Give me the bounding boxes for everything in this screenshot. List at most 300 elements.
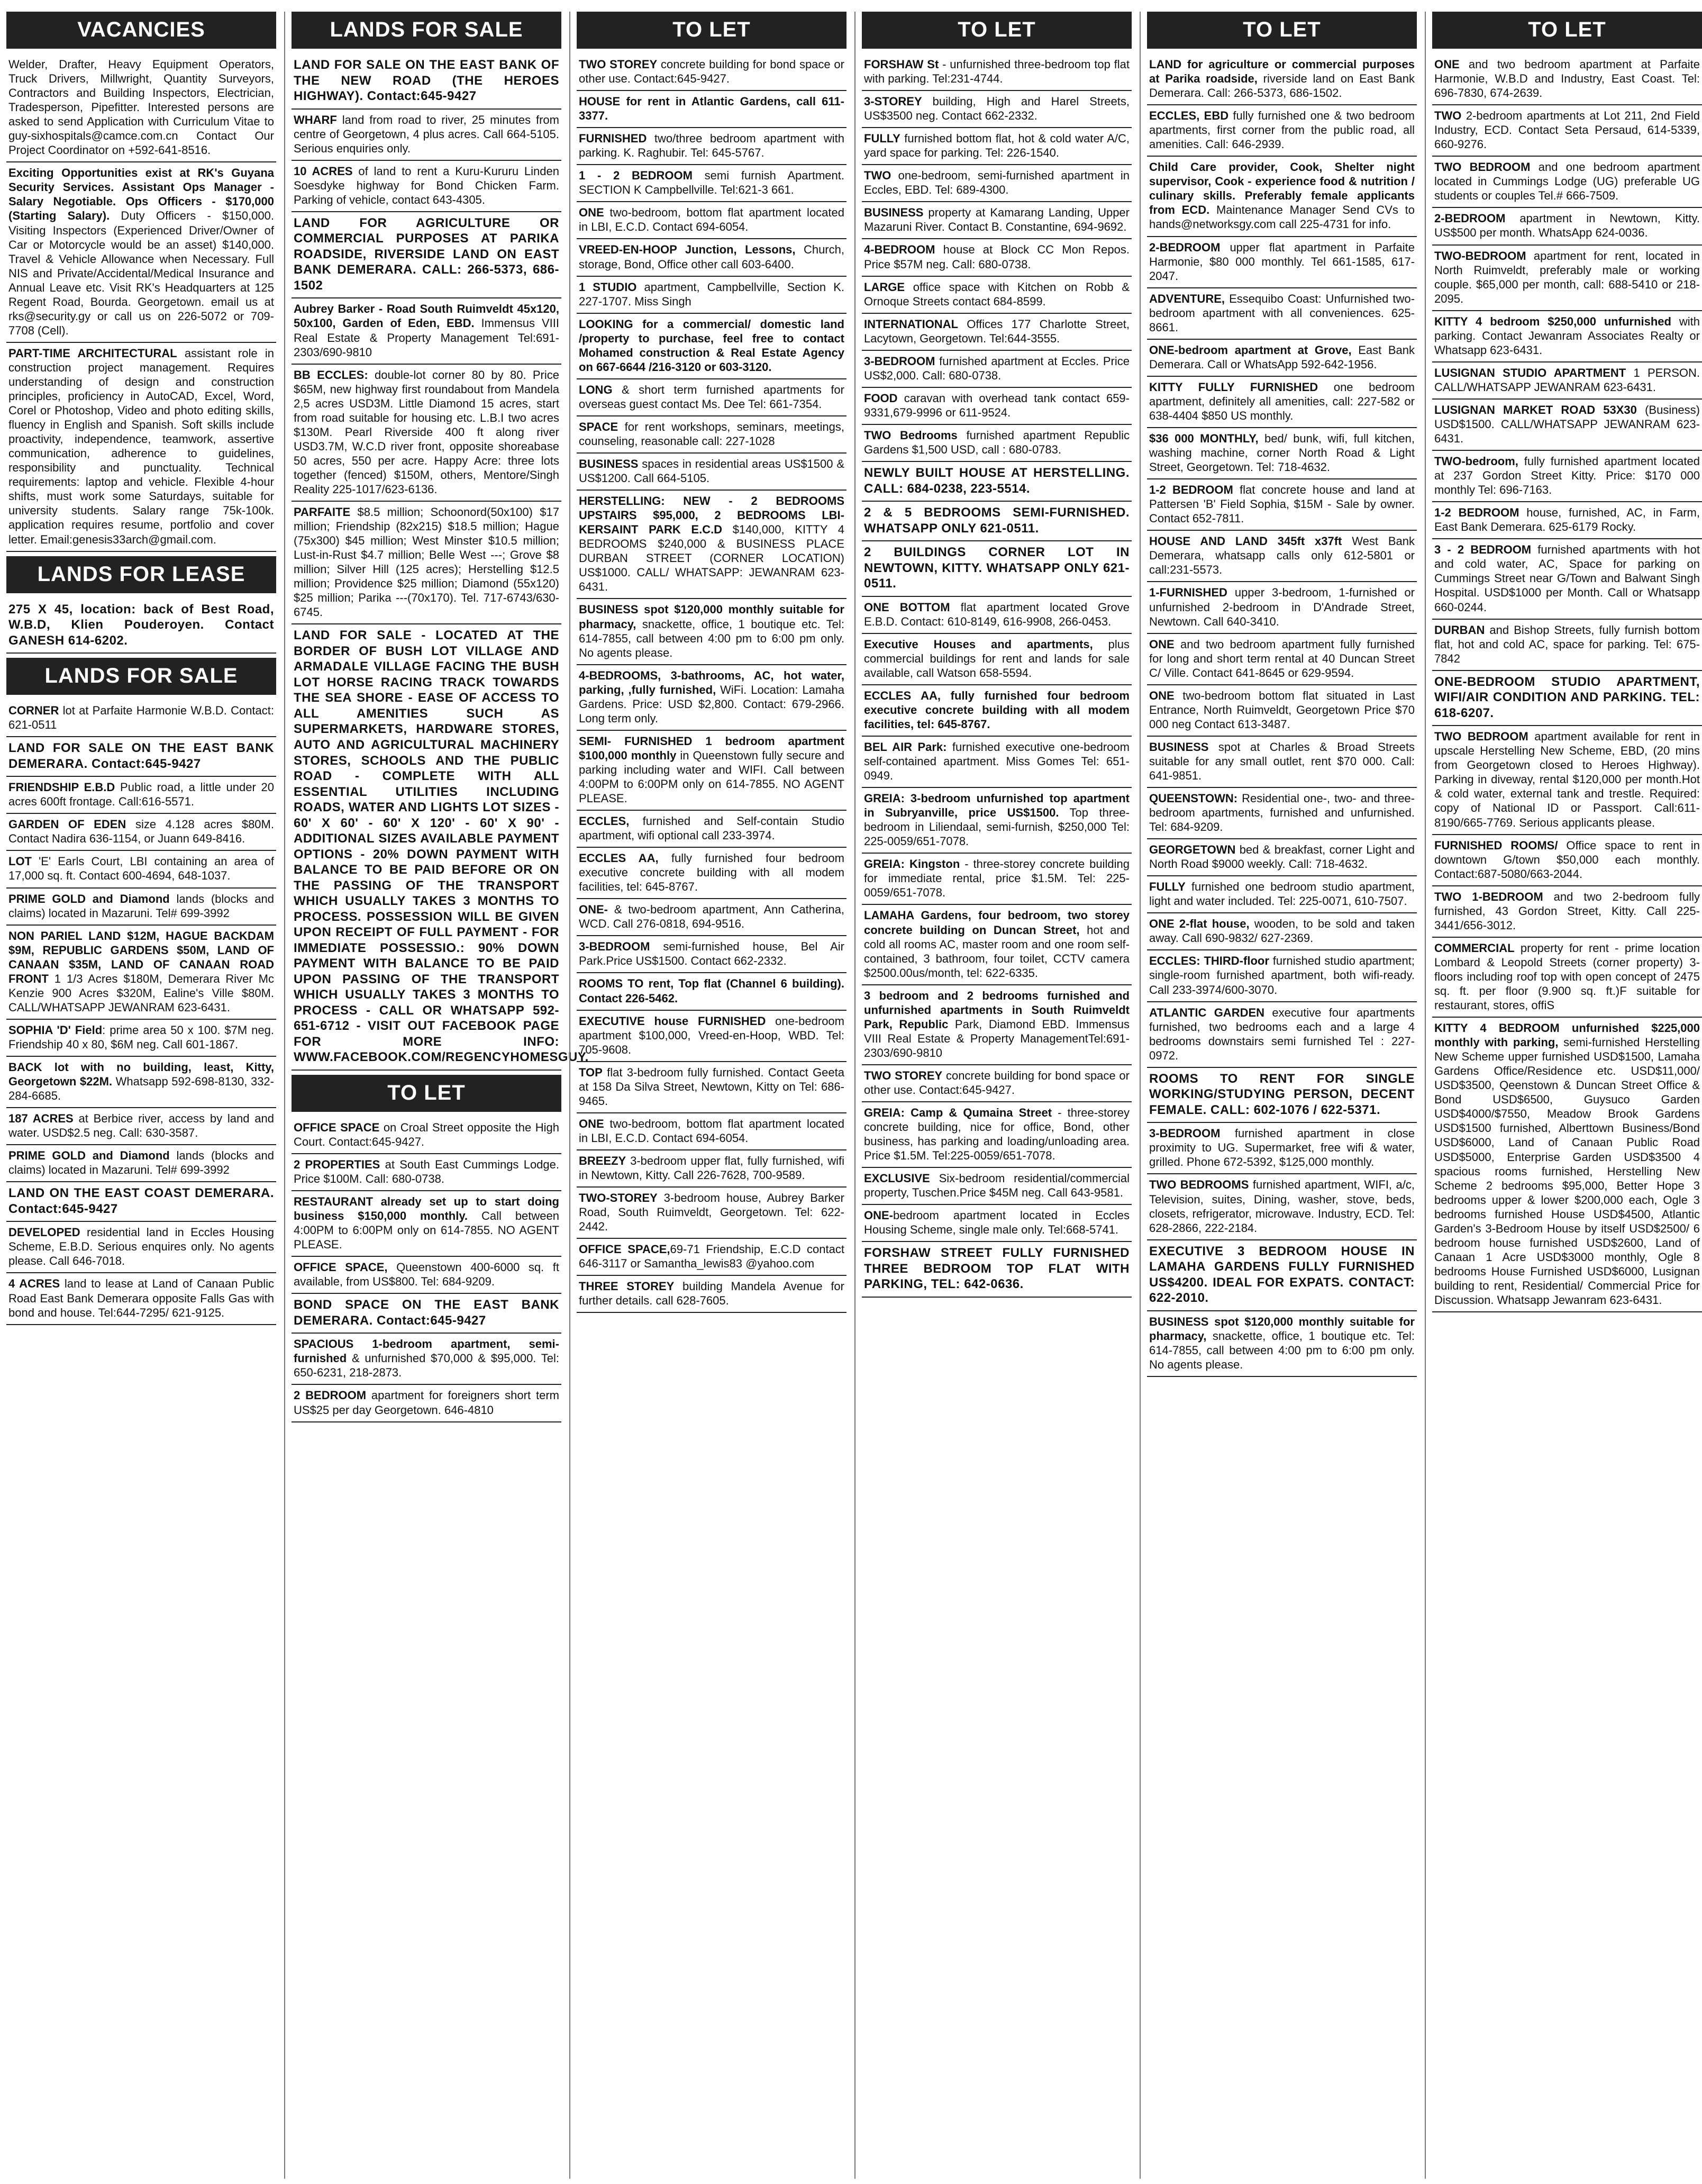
ad-lead: 187 ACRES: [8, 1112, 74, 1126]
ad-lead: BB ECCLES:: [294, 368, 368, 382]
ad-lead: GREIA: 3-bedroom unfurnished top apartment in Subryanville, price US$1500.: [864, 792, 1130, 820]
classified-ad: [862, 685, 1132, 737]
section-heading-lands-for-sale: LANDS FOR SALE: [6, 658, 276, 695]
ad-body: assistant role in construction project management. Requires understanding of design and construction principles, proficiency in AutoCAD, Excel, Word, Corel or Photoshop, Video and photo editing skills, fluency in English and Spanish. Soft skills include proactivity, independence, teamwork, assertive communication, adherence to guidelines, responsibility and punctuality. Technical requirements: laptop and vehicle. Flexible 4-hour shifts, must work some Saturdays, suitable for university students. Salary range 75k-100k. application requires resume, portfolio and cover letter. Email:genesis33arch@gmail.com.: [8, 346, 274, 546]
ad-body: : prime area 50 x 100. $7M neg. Friendship 40 x 80, $6M neg. Call 601-1867.: [8, 1023, 274, 1051]
classified-ad: [1147, 788, 1417, 839]
ad-body: Whatsapp 592-698-8130, 332-284-6685.: [8, 1075, 274, 1103]
classified-ad: [6, 1057, 276, 1108]
ad-lead: 2 BEDROOM: [294, 1389, 367, 1402]
classified-ad: [1432, 886, 1702, 938]
ad-lead: DURBAN: [1434, 623, 1485, 637]
ad-body: Six-bedroom residential/commercial property, Tuschen.Price $45M neg. Call 643-9581.: [864, 1172, 1130, 1200]
ad-body: one-bedroom apartment $100,000, Vreed-en-Hoop, WBD. Tel: 705-9608.: [579, 1014, 844, 1056]
ad-body: lands (blocks and claims) located in Mazaruni. Tel# 699-3992: [8, 1149, 274, 1177]
classified-ad: [862, 165, 1132, 202]
ad-lead: BUSINESS: [579, 457, 639, 471]
ad-body: hot and cold all rooms AC, master room and one room self-contained, 3 bathroom, four toilet, CCTV camera $2500.00us/month, tel: 622-6335.: [864, 923, 1130, 980]
ad-body: 1 PERSON. CALL/WHATSAPP JEWANRAM 623-6431.: [1434, 366, 1700, 394]
classified-ad: [292, 1191, 561, 1257]
ad-lead: ONE-: [864, 1209, 893, 1222]
classified-ad: [862, 202, 1132, 239]
ad-lead: ONE: [1434, 58, 1460, 71]
classified-ad: [862, 388, 1132, 425]
ad-lead: LAND for agriculture or commercial purposes at Parika roadside,: [1149, 58, 1415, 86]
classified-ad: [577, 202, 847, 239]
ad-lead: GARDEN OF EDEN: [8, 818, 126, 831]
ad-body: semi-furnished house, Bel Air Park.Price US$1500. Contact 662-2332.: [579, 940, 844, 968]
section-heading-lands-for-sale: LANDS FOR SALE: [292, 12, 561, 49]
ad-body: furnished and Self-contain Studio apartment, wifi optional call 233-3974.: [579, 814, 844, 842]
section-heading-to-let: TO LET: [1147, 12, 1417, 49]
ad-lead: TWO BEDROOMS: [1149, 1178, 1249, 1192]
ad-body: furnished bottom flat, hot & cold water A/C, yard space for parking. Tel: 226-1540.: [864, 132, 1130, 160]
ad-lead: 2 BUILDINGS CORNER LOT IN NEWTOWN, KITTY. WHATSAPP ONLY 621-0511.: [864, 545, 1130, 591]
ad-body: upper flat apartment in Parfaite Harmonie, $80 000 monthly. Tel 661-1585, 617-2047.: [1149, 240, 1415, 283]
ad-lead: 2-BEDROOM: [1149, 240, 1221, 254]
ad-lead: FRIENDSHIP E.B.D: [8, 781, 115, 794]
ad-body: semi-furnished Herstelling New Scheme upper furnished USD$1500, Lamaha Gardens Office/Residence etc. USD$11,000/ USD$3500, Qeenstown & Duncan Street Office & Bond USD$6500, Guysuco Garden USD$4000/$7550, Meadow Brook Gardens USD$1500 furnished, Alberttown Business/Bond USD$6000, Land of Canaan Public Road USD$5000, Enterprise Garden USD$3500 4 spacious rooms furnished, Herstelling New Scheme 2 bedrooms $95,000, Better Hope 3 bedrooms upper & lower $200,000 each, Ogle 3 bedrooms furnished House USD$4500, Atlantic Garden's 3-Bedroom House by itself USD$2500/ 6 bedroom house furnished USD$2600, Land of Canaan 1 Acre USD$3000 monthly, Ogle 8 bedrooms House Furnished USD$6000, Lusignan building to rent, Residential/ Commercial Price for Discussion. Whatsapp Jewanram 623-6431.: [1434, 1036, 1700, 1307]
ad-body: Top three-bedroom in Liliendaal, semi-furnish, $250,000 Tel: 225-0059/651-7078.: [864, 806, 1130, 848]
classified-ad: [862, 128, 1132, 165]
ad-lead: ROOMS TO RENT FOR SINGLE WORKING/STUDYING PERSON, DECENT FEMALE. CALL: 602-1076 / 622-5371.: [1149, 1071, 1415, 1117]
ad-lead: 275 X 45, location: back of Best Road, W.B.D, Klien Pouderoyen. Contact GANESH 614-6202.: [8, 602, 274, 648]
ad-body: Welder, Drafter, Heavy Equipment Operators, Truck Drivers, Millwright, Quantity Surveyors, Contractors and Building Inspectors, Electrician, Tradesperson, Pipefitter. Interested persons are asked to send Application with Curriculum Vitae to guy-sixhospitals@camce.com.cn Contact Our Project Coordinator on +592-641-8516.: [8, 58, 274, 157]
classified-ad: [292, 1385, 561, 1422]
ad-lead: 4-BEDROOMS, 3-bathrooms, AC, hot water, parking, ,fully furnished,: [579, 668, 844, 696]
ad-body: WiFi. Location: Lamaha Gardens. Price: USD $2,800. Contact: 679-2966. Long term only.: [579, 683, 844, 725]
ad-lead: LUSIGNAN MARKET ROAD 53X30: [1434, 403, 1637, 416]
classified-ad: [1432, 620, 1702, 671]
classified-ad: [6, 926, 276, 1020]
classified-ad: [1432, 208, 1702, 245]
ad-lead: FULLY: [864, 132, 900, 146]
ad-body: Residential one-, two- and three-bedroom apartments, furnished and unfurnished. Tel: 684-9209.: [1149, 792, 1415, 834]
ad-body: Public road, a little under 20 acres 600ft frontage. Call:616-5571.: [8, 781, 275, 809]
ad-body: executive four apartments furnished, two bedrooms each and a large 4 bedrooms downstairs semi furnished Tel : 227-0972.: [1149, 1005, 1415, 1062]
ad-lead: LOOKING for a commercial/ domestic land /property to purchase, feel free to contact Mohamed construction & Real Estate Agency on 667-6644 /216-3120 or 603-3120.: [579, 317, 844, 374]
ad-body: $140,000, KITTY 4 BEDROOMS $240,000 & BUSINESS PLACE DURBAN STREET (CORNER LOCATION) US$1000. CALL/ WHATSAPP: JEWANRAM 623-6431.: [579, 523, 844, 594]
ad-lead: SEMI- FURNISHED 1 bedroom apartment $100,000 monthly: [579, 734, 844, 762]
ad-body: Office space to rent in downtown G/town $50,000 each monthly. Contact:687-5080/663-2044.: [1434, 838, 1700, 881]
classified-ad: [292, 365, 561, 502]
ad-lead: ONE 2-flat house,: [1149, 917, 1250, 931]
ad-body: Queenstown 400-6000 sq. ft available, from US$800. Tel: 684-9209.: [294, 1261, 559, 1289]
column-6: [1425, 12, 1702, 2179]
ad-lead: VREED-EN-HOOP Junction, Lessons,: [579, 243, 796, 257]
ad-body: concrete building for bond space or other use. Contact:645-9427.: [579, 58, 844, 86]
ad-body: furnished studio apartment; single-room furnished apartment, both wifi-ready. Call 233-3974/600-3070.: [1149, 954, 1415, 996]
ad-body: and two bedroom apartment fully furnished for long and short term rental at 40 Duncan Street C/ Ville. Contact 641-8645 or 629-9594.: [1149, 637, 1415, 679]
ad-lead: LAND ON THE EAST COAST DEMERARA. Contact:645-9427: [8, 1186, 274, 1216]
classified-ad: [577, 1239, 847, 1276]
ad-body: flat concrete house and land at Pattersen 'B' Field Sophia, $15M - Sale by owner. Contact 652-7811.: [1149, 483, 1415, 525]
ad-body: & unfurnished $70,000 & $95,000. Tel: 650-6231, 218-2873.: [294, 1352, 559, 1380]
classified-ad: [862, 1102, 1132, 1168]
ad-body: for rent workshops, seminars, meetings, counseling, reasonable call: 227-1028: [579, 420, 844, 448]
ad-body: spot at Charles & Broad Streets suitable for any small outlet, rent $70 000. Call: 641-9851.: [1149, 740, 1415, 782]
ad-body: furnished one bedroom studio apartment, light and water included. Tel: 225-0071, 610-7507.: [1149, 880, 1415, 908]
ad-body: two-bedroom, bottom flat apartment located in LBI, E.C.D. Contact 694-6054.: [579, 206, 844, 234]
ad-body: - unfurnished three-bedroom top flat with parking. Tel:231-4744.: [864, 58, 1130, 86]
classified-ad: [1432, 539, 1702, 619]
ad-lead: DEVELOPED: [8, 1226, 80, 1239]
ad-lead: 2 & 5 BEDROOMS SEMI-FURNISHED. WHATSAPP ONLY 621-0511.: [864, 505, 1130, 536]
classified-ad: [1432, 835, 1702, 886]
classified-ad: [1432, 363, 1702, 400]
ad-body: concrete building for bond space or other use. Contact:645-9427.: [864, 1068, 1130, 1096]
classified-ad: [577, 811, 847, 848]
ad-body: Church, storage, Bond, Office other call 603-6400.: [579, 243, 844, 271]
ad-body: fully furnished apartment located at 237 Gordon Street Kitty. Price: $170 000 monthly Tel: 696-7163.: [1434, 455, 1700, 497]
classified-ad: [292, 1334, 561, 1385]
classified-ad: [6, 814, 276, 851]
ad-lead: EXECUTIVE 3 BEDROOM HOUSE IN LAMAHA GARDENS FULLY FURNISHED US$4200. IDEAL FOR EXPATS. CONTACT: 622-2010.: [1149, 1244, 1415, 1306]
ad-lead: HOUSE AND LAND 345ft x37ft: [1149, 534, 1342, 548]
ad-lead: 4-BEDROOM: [864, 243, 935, 257]
ad-lead: ROOMS TO rent, Top flat (Channel 6 building). Contact 226-5462.: [579, 977, 844, 1005]
ad-lead: BOND SPACE ON THE EAST BANK DEMERARA. Contact:645-9427: [294, 1298, 559, 1328]
classified-ad: [577, 416, 847, 454]
ad-lead: OFFICE SPACE,: [579, 1243, 670, 1256]
classified-ad: [577, 1276, 847, 1313]
classified-ad: [862, 462, 1132, 502]
classified-ad: [1147, 1068, 1417, 1123]
ad-body: with parking. Contact Jewanram Associates Realty or Whatsapp 623-6431.: [1434, 314, 1700, 357]
ad-lead: EXECUTIVE house FURNISHED: [579, 1014, 766, 1028]
section-heading-to-let: TO LET: [577, 12, 847, 49]
ad-body: house at Block CC Mon Repos. Price $57M neg. Call: 680-0738.: [864, 243, 1130, 271]
ad-body: double-lot corner 80 by 80. Price $65M, new highway first roundabout from Mandela 2,5 acres USD3M. Little Diamond 15 acres, start from road suitable for housing etc. L.B.I two acres $130M. Pearl Riverside 400 ft along river USD3.7M, W.C.D river front, opposite shoreabase 50 acres, 550 per acre. Happy Acre: three lots together (fenced) $150M, others, Mentore/Singh Reality 225-1017/623-6136.: [294, 368, 560, 496]
ad-body: in Queenstown fully secure and parking including water and WIFI. Call between 4:00PM to 6:00PM only on 614-7855. NO AGENT PLEASE.: [579, 748, 844, 805]
column-1: [6, 12, 276, 2179]
classified-ad: [292, 1294, 561, 1334]
ad-lead: RESTAURANT already set up to start doing business $150,000 monthly.: [294, 1195, 559, 1223]
classified-ad: [577, 599, 847, 665]
ad-lead: ECCLES AA, fully furnished four bedroom executive concrete building with all modem facilities, tel: 645-8767.: [864, 688, 1130, 731]
classified-ad: [6, 777, 276, 814]
classified-ad: [292, 502, 561, 624]
classified-ad: [6, 1020, 276, 1057]
ad-lead: LAND FOR SALE - LOCATED AT THE BORDER OF BUSH LOT VILLAGE AND ARMADALE VILLAGE FACING THE BUSH LOT HORSE RACING TRACK TOWARDS THE SEA SHORE - EASE OF ACCESS TO ALL AMENITIES SUCH AS SUPERMARKETS, HARDWARE STORES, AUTO AND AGRICULTURAL MACHINERY STORES, SCHOOLS AND THE PUBLIC ROAD - COMPLETE WITH ALL ESSENTIAL UTILITIES INCLUDING ROADS, WATER AND LIGHTS LOT SIZES - 60' X 60' - 60' X 120' - 60' X 90' - ADDITIONAL SIZES AVAILABLE PAYMENT OPTIONS - 20% DOWN PAYMENT WITH BALANCE TO BE PAID BEFORE OR ON THE PASSING OF THE TRANSPORT WHICH USUALLY TAKES 3 MONTHS TO PROCESS. POSSESSION WILL BE GIVEN UPON RECEIPT OF FULL PAYMENT - FOR IMMEDIATE POSSESSIO.: 90% DOWN PAYMENT WITH BALANCE TO BE PAID UPON PASSING OF THE TRANSPORT WHICH USUALLY TAKES 3 MONTHS TO PROCESS - CALL OR WHATSAPP 592-651-6712 - VISIT OUT FACEBOOK PAGE FOR MORE INFO: WWW.FACEBOOK.COM/REGENCYHOMESGUY.: [294, 628, 589, 1065]
section-heading-to-let: TO LET: [862, 12, 1132, 49]
ad-body: property for rent - prime location Lombard & Leopold Streets (corner property) 3-floors including roof top with open concept of 2475 sq. ft. per floor (9.900 sq. ft.)F suitable for restaurant, stores, offiS: [1434, 941, 1700, 1012]
ad-lead: BUSINESS spot $120,000 monthly suitable for pharmacy,: [1149, 1315, 1415, 1343]
ad-body: bedroom apartment located in Eccles Housing Scheme, single male only. Tel:668-5741.: [864, 1209, 1130, 1237]
ad-lead: QUEENSTOWN:: [1149, 792, 1238, 805]
ad-lead: Aubrey Barker - Road South Ruimveldt 45x120, 50x100, Garden of Eden, EBD.: [294, 302, 559, 330]
ad-body: one-bedroom, semi-furnished apartment in Eccles, EBD. Tel: 689-4300.: [864, 169, 1130, 197]
classified-ad: [1432, 451, 1702, 502]
ad-body: at Berbice river, access by land and water. USD$2.5 neg. Call: 630-3587.: [8, 1112, 274, 1140]
ad-body: two-bedroom bottom flat situated in Last Entrance, North Ruimveldt, Georgetown Price $70 000 neg Contact 613-3487.: [1149, 688, 1415, 731]
ad-lead: TWO STOREY: [579, 58, 658, 71]
ad-lead: 1 STUDIO: [579, 280, 637, 294]
ad-body: East Bank Demerara. Call or WhatsApp 592-642-1956.: [1149, 343, 1415, 371]
classified-ad: [6, 700, 276, 737]
classified-ad: [862, 1168, 1132, 1205]
ad-lead: Executive Houses and apartments,: [864, 637, 1093, 651]
ad-lead: ECCLES AA,: [579, 851, 659, 865]
ad-body: and Bishop Streets, fully furnish bottom flat, hot and cold AC, space for parking. Tel: 675-7842: [1434, 623, 1700, 665]
ad-lead: 4 ACRES: [8, 1277, 60, 1291]
classified-ad: [292, 161, 561, 212]
ad-body: property at Kamarang Landing, Upper Mazaruni River. Contact B. Constantine, 694-9692.: [864, 206, 1130, 234]
ad-lead: FURNISHED ROOMS/: [1434, 838, 1558, 852]
ad-lead: FORSHAW St: [864, 58, 939, 71]
ad-lead: ONE BOTTOM: [864, 600, 950, 614]
ad-lead: NEWLY BUILT HOUSE AT HERSTELLING. CALL: 684-0238, 223-5514.: [864, 466, 1130, 496]
classified-ad: [6, 1222, 276, 1273]
classified-ad: [292, 212, 561, 299]
classified-ad: [862, 788, 1132, 854]
column-3: [569, 12, 847, 2179]
ad-lead: ONE: [579, 206, 604, 220]
ad-lead: ONE-BEDROOM STUDIO APARTMENT, WIFI/AIR CONDITION AND PARKING. TEL: 618-6207.: [1434, 674, 1700, 720]
classified-ad: [1147, 105, 1417, 157]
ad-lead: ONE-bedroom apartment at Grove,: [1149, 343, 1352, 357]
classified-ad: [1432, 671, 1702, 727]
classified-ad: [577, 379, 847, 416]
ad-lead: LONG: [579, 383, 613, 396]
ad-body: & short term furnished apartments for overseas guest contact Ms. Dee Tel: 661-7354.: [579, 383, 844, 411]
classified-ad: [1147, 428, 1417, 479]
ad-body: size 4.128 acres $80M. Contact Nadira 636-1154, or Juann 649-8416.: [8, 818, 274, 846]
ad-lead: OFFICE SPACE: [294, 1120, 380, 1134]
ad-lead: HERSTELLING: NEW - 2 BEDROOMS UPSTAIRS $95,000, 2 BEDROOMS LBI-KERSAINT PARK E.C.D: [579, 494, 844, 537]
classified-ad: [577, 314, 847, 379]
classified-ad: [6, 599, 276, 654]
classified-ad: [862, 985, 1132, 1065]
ad-body: furnished apartments with hot and cold water, AC, Space for parking on Cummings Street near G/Town and Balwant Singh Hospital. USD$1000 per Month. Call or Whatsapp 660-0244.: [1434, 543, 1700, 614]
classified-ad: [1147, 54, 1417, 105]
classified-ad: [1147, 479, 1417, 531]
classified-ad: [1147, 1002, 1417, 1068]
ad-body: 'E' Earls Court, LBI containing an area of 17,000 sq. ft. Contact 600-4694, 648-1037.: [8, 855, 274, 883]
ad-lead: 3 - 2 BEDROOM: [1434, 543, 1532, 557]
classified-ad: [862, 597, 1132, 634]
classified-ad: [1432, 400, 1702, 451]
ad-lead: INTERNATIONAL: [864, 317, 959, 331]
ad-lead: PART-TIME ARCHITECTURAL: [8, 346, 177, 360]
classified-ad: [577, 665, 847, 731]
classified-ad: [1147, 531, 1417, 582]
ad-lead: 3-BEDROOM: [864, 354, 935, 368]
ad-lead: TWO BEDROOM: [1434, 160, 1531, 174]
ad-lead: ONE-: [579, 903, 608, 917]
classified-ad: [1432, 938, 1702, 1018]
classified-ad: [1147, 876, 1417, 913]
ad-body: and two 2-bedroom fully furnished, 43 Gordon Street, Kitty. Call 225- 3441/656-3012.: [1434, 890, 1700, 932]
ad-lead: KITTY 4 BEDROOM unfurnished $225,000 monthly with parking,: [1434, 1021, 1700, 1049]
ad-lead: TWO-BEDROOM: [1434, 249, 1526, 262]
ad-lead: CORNER: [8, 704, 59, 718]
classified-ad: [292, 54, 561, 110]
ad-body: office space with Kitchen on Robb & Ornoque Streets contact 684-8599.: [864, 280, 1130, 308]
ad-lead: TWO-STOREY: [579, 1191, 658, 1205]
classified-ad: [577, 973, 847, 1010]
ad-body: spaces in residential areas US$1500 & US$1200. Call 664-5105.: [579, 457, 844, 485]
ad-lead: SPACIOUS 1-bedroom apartment, semi-furnished: [294, 1337, 559, 1365]
ad-lead: 1-2 BEDROOM: [1149, 483, 1233, 497]
classified-ad: [1147, 377, 1417, 428]
classified-ad: [577, 1188, 847, 1239]
ad-body: riverside land on East Bank Demerara. Call: 266-5373, 686-1502.: [1149, 72, 1415, 100]
ad-body: and one bedroom apartment located in Cummings Lodge (UG) preferable UG students or couples Tel.# 666-7509.: [1434, 160, 1700, 203]
classified-ad: [1147, 913, 1417, 950]
classified-ad: [6, 1273, 276, 1325]
ad-body: - three-storey concrete building, nice for office, Bond, other business, has parking and loading/unloading area. Price $1.5M. Tel:225-0059/651-7078.: [864, 1106, 1130, 1163]
ad-lead: BEL AIR Park:: [864, 740, 947, 754]
ad-lead: Exciting Opportunities exist at RK's Guyana Security Services. Assistant Ops Manager - Salary Negotiable. Ops Officers - $170,000 (Starting Salary).: [8, 166, 274, 223]
ad-lead: KITTY 4 bedroom $250,000 unfurnished: [1434, 314, 1671, 328]
ad-lead: ECCLES: THIRD-floor: [1149, 954, 1269, 968]
ad-body: fully furnished one & two bedroom apartments, first corner from the public road, all amenities. Call: 646-2939.: [1149, 109, 1415, 151]
classified-ad: [1147, 950, 1417, 1002]
ad-body: Immensus VIII Real Estate & Property Management Tel:691-2303/690-9810: [294, 316, 559, 359]
ad-body: 2-bedroom apartments at Lot 211, 2nd Field Industry, ECD. Contact Seta Persaud, 614-5339, 660-9276.: [1434, 109, 1700, 151]
ad-lead: 3-BEDROOM: [579, 940, 650, 954]
classified-ad: [1147, 288, 1417, 340]
classified-ad: [577, 91, 847, 128]
column-5: [1140, 12, 1417, 2179]
ad-lead: THREE STOREY: [579, 1280, 675, 1293]
classified-ad: [292, 110, 561, 161]
classified-ad: [862, 1065, 1132, 1102]
classified-ad: [1432, 1018, 1702, 1312]
ad-lead: TWO STOREY: [864, 1068, 943, 1082]
classified-ad: [6, 1182, 276, 1222]
ad-body: furnished apartment Republic Gardens $1,500 USD, call : 680-0783.: [864, 428, 1130, 456]
section-heading-to-let: TO LET: [292, 1075, 561, 1112]
classified-ad: [862, 314, 1132, 351]
ad-lead: BUSINESS spot $120,000 monthly suitable for pharmacy,: [579, 603, 844, 631]
ad-body: & two-bedroom apartment, Ann Catherina, WCD. Call 276-0818, 694-9516.: [579, 903, 844, 931]
section-heading-to-let: TO LET: [1432, 12, 1702, 49]
ad-lead: TWO 1-BEDROOM: [1434, 890, 1543, 903]
section-heading-vacancies: VACANCIES: [6, 12, 276, 49]
ad-body: residential land in Eccles Housing Scheme, E.B.D. Serious enquires only. No agents please. Call 646-7018.: [8, 1226, 274, 1268]
ad-body: apartment for foreigners short term US$25 per day Georgetown. 646-4810: [294, 1389, 559, 1417]
ad-lead: 1-FURNISHED: [1149, 586, 1227, 600]
classified-ad: [6, 343, 276, 552]
ad-lead: TWO BEDROOM: [1434, 730, 1528, 744]
classified-ad: [862, 737, 1132, 788]
ad-body: furnished apartment in close proximity to UG. Supermarket, free wifi & water, grilled. Phone 672-5392, $125,000 monthly.: [1149, 1127, 1415, 1169]
ad-body: at South East Cummings Lodge. Price $100M. Call: 680-0738.: [294, 1157, 559, 1185]
ad-body: furnished apartment at Eccles. Price US$2,000. Call: 680-0738.: [864, 354, 1130, 382]
classified-ad: [1147, 237, 1417, 288]
ad-lead: PRIME GOLD and Diamond: [8, 892, 170, 905]
ad-lead: LOT: [8, 855, 32, 868]
ad-body: building Mandela Avenue for further details. call 628-7605.: [579, 1280, 844, 1308]
ad-body: flat apartment located Grove E.B.D. Contact: 610-8149, 616-9908, 266-0453.: [864, 600, 1130, 628]
ad-lead: Child Care provider, Cook, Shelter night supervisor, Cook - experience food & nutrition / culinary skills. Preferably female applicants from ECD.: [1149, 160, 1415, 217]
ad-body: wooden, to be sold and taken away. Call 690-9832/ 627-2369.: [1149, 917, 1415, 945]
classified-ad: [1147, 1123, 1417, 1174]
classified-ad: [1147, 634, 1417, 685]
classified-ad: [577, 165, 847, 202]
classified-ad: [862, 239, 1132, 276]
ad-body: two/three bedroom apartment with parking. K. Raghubir. Tel: 645-5767.: [579, 132, 844, 160]
classified-ad: [577, 239, 847, 276]
classified-ad: [862, 905, 1132, 985]
column-4: [854, 12, 1132, 2179]
classified-ad: [1147, 157, 1417, 237]
ad-lead: SPACE: [579, 420, 618, 433]
classified-ad: [577, 454, 847, 491]
ad-lead: FORSHAW STREET FULLY FURNISHED THREE BEDROOM TOP FLAT WITH PARKING, TEL: 642-0636.: [864, 1246, 1130, 1292]
classified-ad: [1147, 1240, 1417, 1311]
ad-lead: LAMAHA Gardens, four bedroom, two storey concrete building on Duncan Street,: [864, 909, 1130, 937]
ad-lead: 3-STOREY: [864, 95, 922, 108]
ad-body: fully furnished four bedroom executive concrete building with all modem facilities, tel: 645-8767.: [579, 851, 844, 894]
ad-body: 3-bedroom upper flat, fully furnished, wifi in Newtown, Kitty. Call 226-7628, 700-9589.: [579, 1154, 844, 1182]
classified-ad: [577, 491, 847, 599]
ad-body: Maintenance Manager Send CVs to hands@networksgy.com call 225-4731 for info.: [1149, 203, 1415, 231]
classified-ad: [1432, 157, 1702, 208]
classified-ad: [577, 277, 847, 314]
ad-body: furnished apartment, WIFI, a/c, Television, suites, Dining, washer, stove, beds, closets, refrigerator, microwave. Industry, ECD. Tel: 628-2866, 222-2184.: [1149, 1178, 1415, 1235]
ad-body: Duty Officers - $150,000. Visiting Inspectors (Experienced Driver/Owner of Car or Motorcycle would be an asset) $140,000. Travel & Vehicle Allowance when Necessary. Full NIS and Private/Accidental/Medical Insurance and Annual Leave etc. Visit RK's Headquarters at 125 Regent Road, Bourda. Georgetown. email us at rks@security.gy or call us on 226-5072 or 709-7708 (Cell).: [8, 209, 274, 337]
classified-ad: [577, 1150, 847, 1188]
classified-ad: [1147, 737, 1417, 788]
ad-lead: BUSINESS: [864, 206, 924, 220]
ad-lead: PARFAITE: [294, 505, 351, 519]
classified-ad: [6, 1108, 276, 1145]
classified-ad: [6, 54, 276, 162]
ad-lead: TWO: [864, 169, 891, 183]
classified-ad: [862, 277, 1132, 314]
classified-ad: [1147, 1174, 1417, 1240]
ad-body: house, furnished, AC, in Farm, East Bank Demerara. 625-6179 Rocky.: [1434, 506, 1700, 534]
ad-lead: BACK lot with no building, least, Kitty, Georgetown $22M.: [8, 1060, 274, 1089]
section-heading-lands-for-lease: LANDS FOR LEASE: [6, 556, 276, 593]
ad-body: 1 1/3 Acres $180M, Demerara River Mc Kenzie 900 Acres $320M, Ealine's Ville $80M. CALL/WHATSAPP JEWANRAM 623-6431.: [8, 972, 274, 1014]
ad-body: on Croal Street opposite the High Court. Contact:645-9427.: [294, 1120, 559, 1148]
ad-lead: KITTY FULLY FURNISHED: [1149, 380, 1318, 394]
ad-body: - three-storey concrete building for immediate rental, price $1.5M. Tel: 225-0059/651-7078.: [864, 857, 1130, 900]
ad-lead: PRIME GOLD and Diamond: [8, 1149, 170, 1163]
ad-lead: SOPHIA 'D' Field: [8, 1023, 103, 1037]
ad-lead: FOOD: [864, 391, 898, 405]
classified-ad: [862, 91, 1132, 128]
classified-ad: [1147, 839, 1417, 876]
classified-ad: [1432, 311, 1702, 363]
ad-lead: $36 000 MONTHLY,: [1149, 432, 1259, 446]
ad-lead: BREEZY: [579, 1154, 626, 1167]
ad-body: building, High and Harel Streets, US$3500 neg. Contact 662-2332.: [864, 95, 1130, 123]
ad-body: lands (blocks and claims) located in Mazaruni. Tel# 699-3992: [8, 892, 274, 920]
ad-lead: OFFICE SPACE,: [294, 1261, 388, 1274]
classified-ad: [862, 351, 1132, 388]
classified-ad: [1147, 582, 1417, 633]
classified-ad: [577, 936, 847, 973]
ad-body: West Bank Demerara, whatsapp calls only 612-5801 or call:231-5573.: [1149, 534, 1415, 577]
ad-body: snackette, office, 1 boutique etc. Tel: 614-7855, call between 4:00 pm to 6:00 pm only. No agents please.: [1149, 1329, 1415, 1371]
classified-ad: [1432, 726, 1702, 835]
ad-body: (Business) USD$1500. CALL/WHATSAPP JEWANRAM 623-6431.: [1434, 403, 1700, 446]
classified-ad: [6, 1145, 276, 1182]
ad-body: apartment, Campbellville, Section K. 227-1707. Miss Singh: [579, 280, 844, 308]
classified-ad: [862, 634, 1132, 685]
classified-ad: [862, 54, 1132, 91]
classified-ad: [1147, 685, 1417, 737]
ad-lead: ONE: [1149, 688, 1175, 702]
classified-ad: [6, 162, 276, 343]
classified-ad: [577, 128, 847, 165]
ad-body: snackette, office, 1 boutique etc. Tel: 614-7855, call between 4:00 pm to 6:00 pm only. No agents please.: [579, 617, 844, 659]
